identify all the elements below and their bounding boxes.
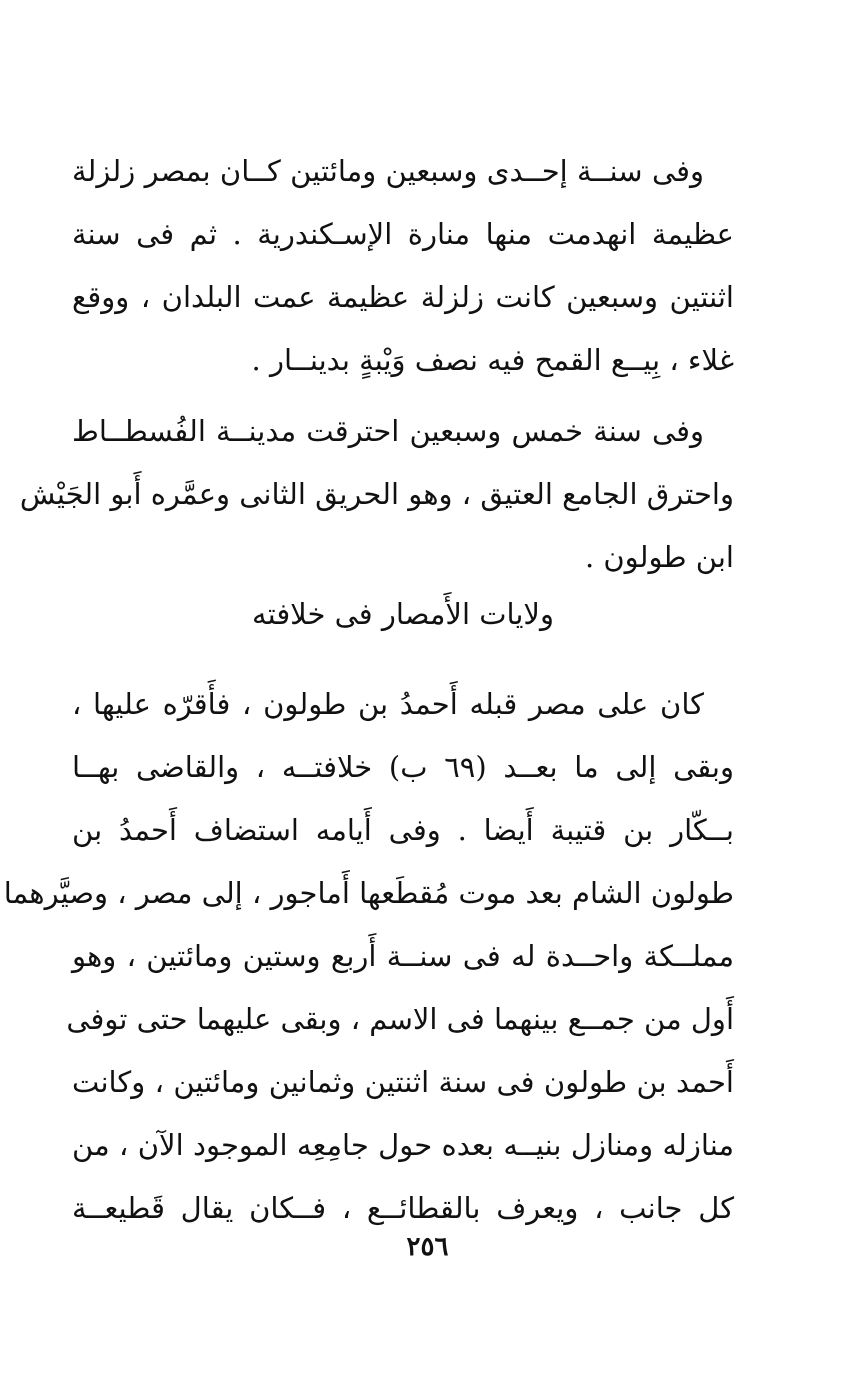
paragraph-line: مملــكة واحــدة له فى سنــة أَربع وستين ومائتين ، وهو (72, 939, 734, 973)
paragraph-line: منازله ومنازل بنيــه بعده حول جامِعِه الموجود الآن ، من (72, 1128, 734, 1162)
page-number: ٢٥٦ (406, 1232, 449, 1262)
paragraph-earthquake (72, 140, 734, 392)
paragraph-line: وفى سنــة إحــدى وسبعين ومائتين كــان بمصر زلزلة (72, 154, 704, 188)
paragraph-line: أَحمد بن طولون فى سنة اثنتين وثمانين ومائتين ، وكانت (72, 1065, 734, 1099)
paragraph-line: وبقى إلى ما بعــد (٦٩ ب) خلافتــه ، والقاضى بهــا (72, 750, 734, 784)
paragraph-line: واحترق الجامع العتيق ، وهو الحريق الثانى وعمَّره أَبو الجَيْش (19, 477, 734, 511)
paragraph-line: ابن طولون . (584, 540, 734, 574)
paragraph-line: طولون الشام بعد موت مُقطَعها أَماجور ، إلى مصر ، وصيَّرهما (3, 876, 734, 910)
paragraph-line: كل جانب ، ويعرف بالقطائــع ، فــكان يقال قَطيعــة (72, 1191, 734, 1225)
paragraph-line: اثنتين وسبعين كانت زلزلة عظيمة عمت البلدان ، ووقع (72, 280, 734, 314)
paragraph-line: كان على مصر قبله أَحمدُ بن طولون ، فأَقرّه عليها ، (72, 687, 704, 721)
paragraph-line: عظيمة انهدمت منها منارة الإسـكندرية . ثم فى سنة (72, 217, 734, 251)
paragraph-line: غلاء ، بِيــع القمح فيه نصف وَيْبةٍ بدينــار . (251, 343, 734, 377)
paragraph-line: أَول من جمــع بينهما فى الاسم ، وبقى عليهما حتى توفى (66, 1002, 734, 1036)
section-heading: ولايات الأَمصار فى خلافته (252, 597, 554, 631)
paragraph-line: وفى سنة خمس وسبعين احترقت مدينــة الفُسطــاط (72, 414, 704, 448)
paragraph-governance (3, 673, 734, 1240)
paragraph-fire (19, 400, 734, 589)
paragraph-line: بــكّار بن قتيبة أَيضا . وفى أَيامه استضاف أَحمدُ بن (72, 813, 734, 847)
